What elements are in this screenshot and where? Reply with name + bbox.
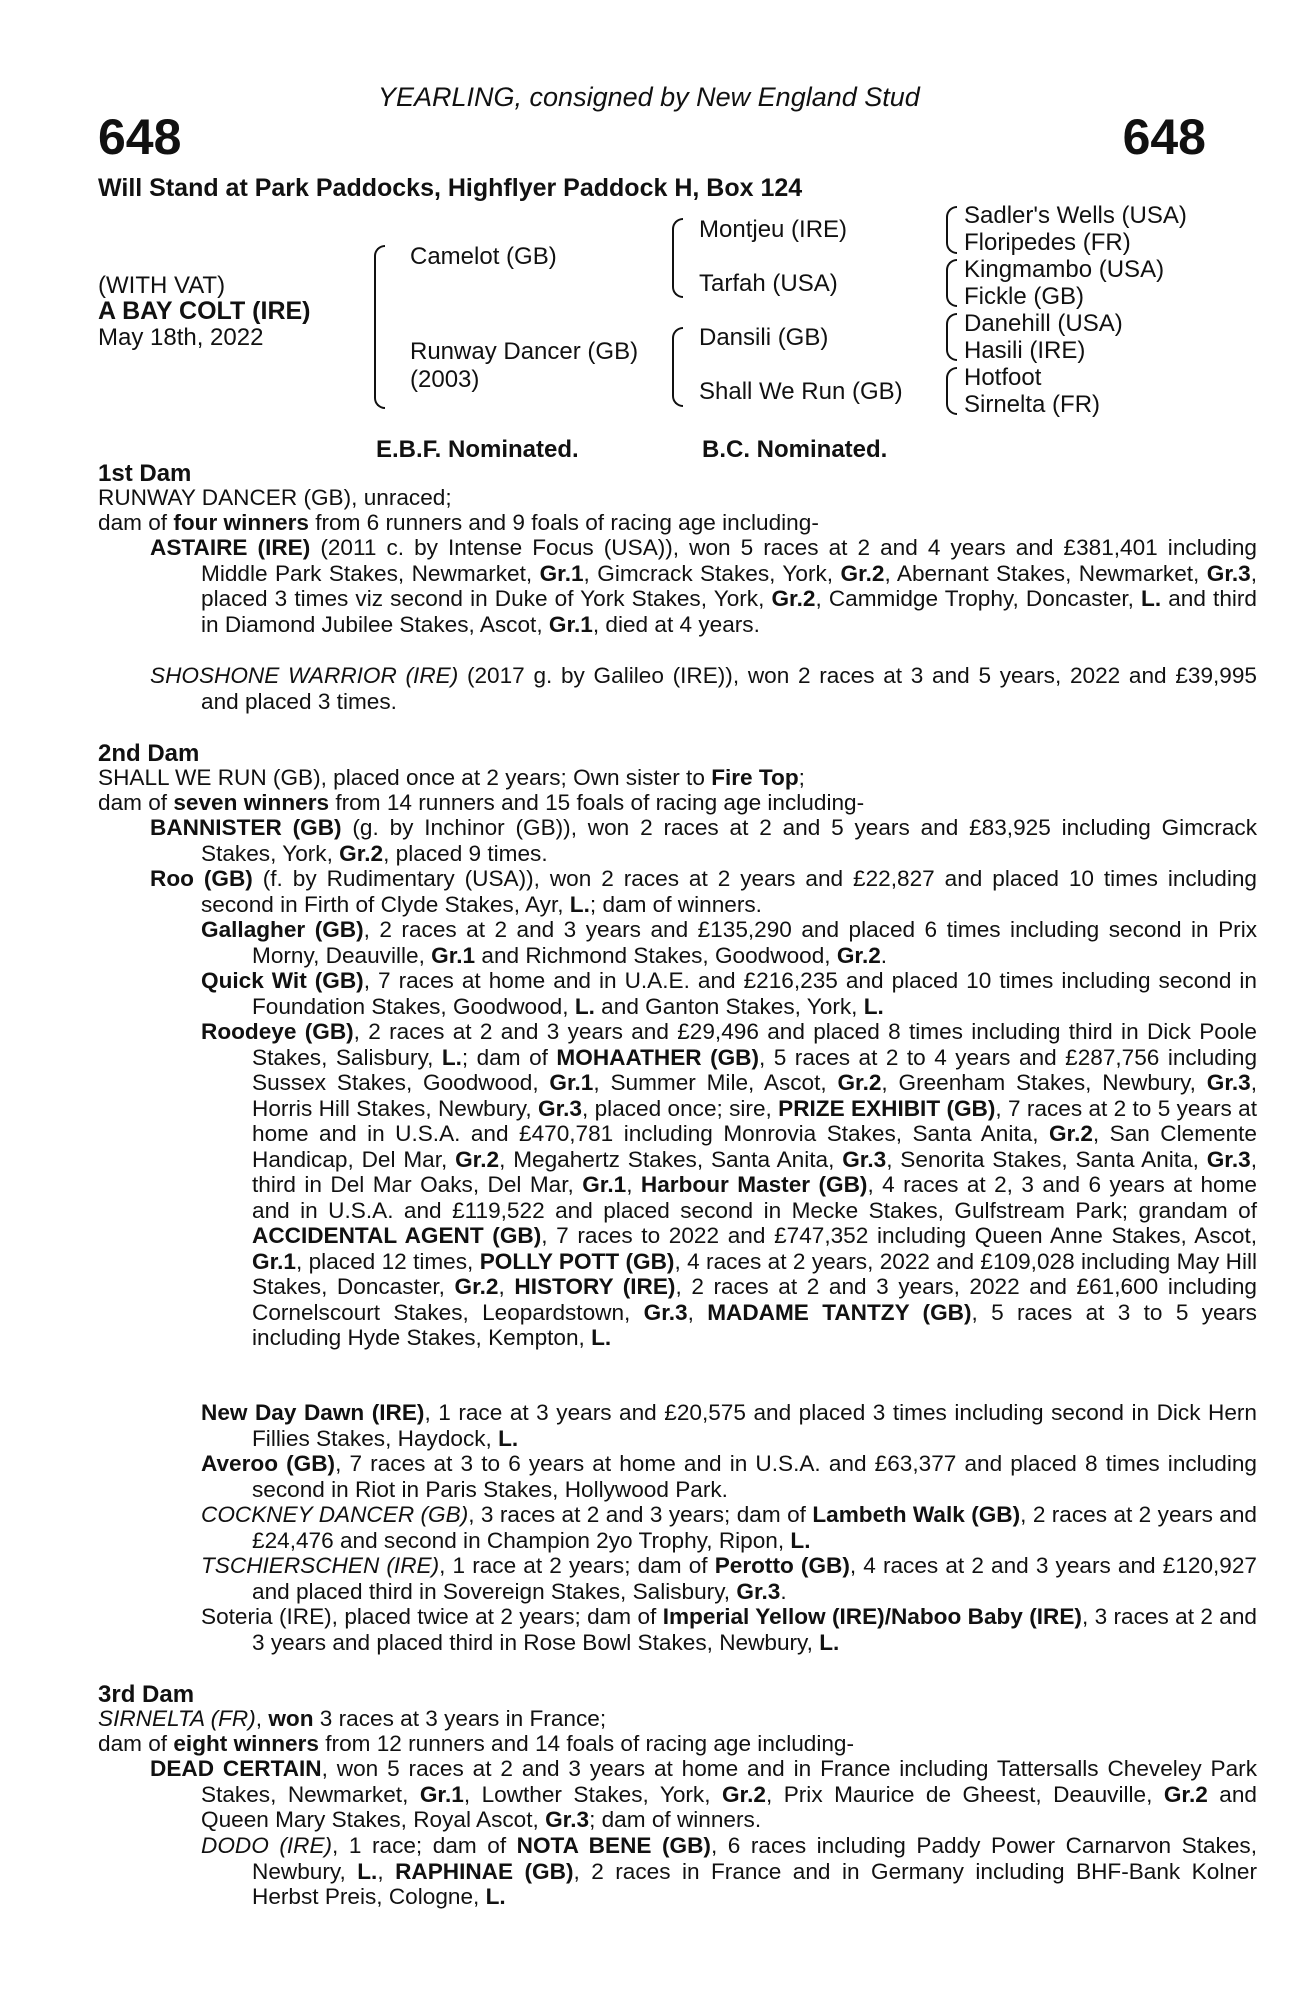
first-dam-line1: RUNWAY DANCER (GB), unraced; — [98, 485, 452, 510]
entry-dead-certain: DEAD CERTAIN, won 5 races at 2 and 3 years at home and in France including Tattersalls Cheveley Park Stakes, Newmarket, Gr.1, Lowther Stakes, York, Gr.2, Prix Maurice de Gheest, Deauville, Gr.2 and Queen Mary Stakes, Royal Ascot, Gr.3; dam of winners. — [150, 1756, 1257, 1832]
stand-location: Will Stand at Park Paddocks, Highflyer Paddock H, Box 124 — [98, 174, 803, 202]
consignment-line: YEARLING, consigned by New England Stud — [378, 82, 920, 112]
entry-roo: Roo (GB) (f. by Rudimentary (USA)), won 2 races at 2 years and £22,827 and placed 10 times including second in Firth of Clyde Stakes, Ayr, L.; dam of winners. — [150, 866, 1258, 917]
first-dam-title: 1st Dam — [98, 460, 192, 487]
pedigree-brace-dam-line — [672, 327, 683, 407]
pedigree-brace-sire-line — [672, 218, 683, 298]
third-dam-produce-line: dam of eight winners from 12 runners and 14 foals of racing age including- — [98, 1731, 855, 1756]
pedigree-ggp-1: Sadler's Wells (USA) — [964, 202, 1187, 229]
entry-roodeye: Roodeye (GB), 2 races at 2 and 3 years and £29,496 and placed 8 times including third in Dick Poole Stakes, Salisbury, L.; dam of MOHAATHER (GB), 5 races at 2 to 4 years and £287,756 including Sussex Stakes, Goodwood, Gr.1, Summer Mile, Ascot, Gr.2, Greenham Stakes, Newbury, Gr.3, Horris Hill Stakes, Newbury, Gr.3, placed once; sire, PRIZE EXHIBIT (GB), 7 races at 2 to 5 years at home and in U.S.A. and £470,781 including Monrovia Stakes, Santa Anita, Gr.2, San Clemente Handicap, Del Mar, Gr.2, Megahertz Stakes, Santa Anita, Gr.3, Senorita Stakes, Santa Anita, Gr.3, third in Del Mar Oaks, Del Mar, Gr.1, Harbour Master (GB), 4 races at 2, 3 and 6 years at home and in U.S.A. and £119,522 and placed second in Mecke Stakes, Gulfstream Park; grandam of ACCIDENTAL AGENT (GB), 7 races to 2022 and £747,352 including Queen Anne Stakes, Ascot, Gr.1, placed 12 times, POLLY POTT (GB), 4 races at 2 years, 2022 and £109,028 including May Hill Stakes, Doncaster, Gr.2, HISTORY (IRE), 2 races at 2 and 3 years, 2022 and £61,600 including Cornelscourt Stakes, Leopardstown, Gr.3, MADAME TANTZY (GB), 5 races at 3 to 5 years including Hyde Stakes, Kempton, L. — [201, 1019, 1258, 1350]
second-dam-produce-line: dam of seven winners from 14 runners and 15 foals of racing age including- — [98, 790, 865, 815]
foaling-date: May 18th, 2022 — [98, 324, 264, 351]
entry-averoo: Averoo (GB), 7 races at 3 to 6 years at home and in U.S.A. and £63,377 and placed 8 times including second in Riot in Paris Stakes, Hollywood Park. — [201, 1451, 1257, 1502]
entry-gallagher: Gallagher (GB), 2 races at 2 and 3 years and £135,290 and placed 6 times including second in Prix Morny, Deauville, Gr.1 and Richmond Stakes, Goodwood, Gr.2. — [201, 917, 1258, 968]
bc-nominated: B.C. Nominated. — [702, 436, 888, 463]
pedigree-brace-g4 — [946, 367, 957, 415]
pedigree-sire-dam: Tarfah (USA) — [699, 270, 838, 297]
vat-note: (WITH VAT) — [98, 272, 226, 299]
second-dam-title: 2nd Dam — [98, 740, 200, 767]
lot-number-right: 648 — [1122, 109, 1206, 165]
lot-number-left: 648 — [98, 109, 182, 165]
pedigree-brace-g3 — [946, 313, 957, 361]
pedigree-ggp-5: Danehill (USA) — [964, 310, 1123, 337]
pedigree-ggp-7: Hotfoot — [964, 364, 1042, 391]
entry-quick-wit: Quick Wit (GB), 7 races at home and in U.A.E. and £216,235 and placed 10 times including second in Foundation Stakes, Goodwood, L. and Ganton Stakes, York, L. — [201, 968, 1257, 1019]
entry-cockney-dancer: COCKNEY DANCER (GB), 3 races at 2 and 3 years; dam of Lambeth Walk (GB), 2 races at 2 years and £24,476 and second in Champion 2yo Trophy, Ripon, L. — [201, 1502, 1257, 1553]
pedigree-dam: Runway Dancer (GB) — [410, 338, 639, 365]
third-dam-line1: SIRNELTA (FR), won 3 races at 3 years in France; — [98, 1706, 607, 1731]
entry-tschierschen: TSCHIERSCHEN (IRE), 1 race at 2 years; dam of Perotto (GB), 4 races at 2 and 3 years and £120,927 and placed third in Sovereign Stakes, Salisbury, Gr.3. — [201, 1553, 1257, 1604]
second-dam-line1: SHALL WE RUN (GB), placed once at 2 years; Own sister to Fire Top; — [98, 765, 805, 790]
entry-dodo: DODO (IRE), 1 race; dam of NOTA BENE (GB), 6 races including Paddy Power Carnarvon Stakes, Newbury, L., RAPHINAE (GB), 2 races in France and in Germany including BHF-Bank Kolner Herbst Preis, Cologne, L. — [201, 1833, 1257, 1909]
pedigree-brace-g2 — [946, 259, 957, 307]
pedigree-ggp-4: Fickle (GB) — [964, 283, 1084, 310]
third-dam-title: 3rd Dam — [98, 1681, 195, 1708]
entry-astaire: ASTAIRE (IRE) (2011 c. by Intense Focus (USA)), won 5 races at 2 and 4 years and £381,401 including Middle Park Stakes, Newmarket, Gr.1, Gimcrack Stakes, York, Gr.2, Abernant Stakes, Newmarket, Gr.3, placed 3 times viz second in Duke of York Stakes, York, Gr.2, Cammidge Trophy, Doncaster, L. and third in Diamond Jubilee Stakes, Ascot, Gr.1, died at 4 years. — [150, 535, 1257, 637]
pedigree-sire-sire: Montjeu (IRE) — [699, 216, 848, 243]
entry-shoshone-warrior: SHOSHONE WARRIOR (IRE) (2017 g. by Galileo (IRE)), won 2 races at 3 and 5 years, 2022 and £39,995 and placed 3 times. — [150, 663, 1257, 714]
pedigree-dam-sire: Dansili (GB) — [699, 324, 829, 351]
pedigree-ggp-8: Sirnelta (FR) — [964, 391, 1101, 418]
pedigree-dam-year: (2003) — [410, 366, 480, 393]
pedigree-brace-sire-dam — [374, 245, 385, 409]
pedigree-ggp-2: Floripedes (FR) — [964, 229, 1131, 256]
entry-bannister: BANNISTER (GB) (g. by Inchinor (GB)), won 2 races at 2 and 5 years and £83,925 including Gimcrack Stakes, York, Gr.2, placed 9 times. — [150, 815, 1257, 866]
pedigree-brace-g1 — [946, 206, 957, 254]
entry-new-day-dawn: New Day Dawn (IRE), 1 race at 3 years and £20,575 and placed 3 times including second in Dick Hern Fillies Stakes, Haydock, L. — [201, 1400, 1257, 1451]
first-dam-produce-line: dam of four winners from 6 runners and 9 foals of racing age including- — [98, 510, 819, 535]
entry-soteria: Soteria (IRE), placed twice at 2 years; dam of Imperial Yellow (IRE)/Naboo Baby (IRE), 3 races at 2 and 3 years and placed third in Rose Bowl Stakes, Newbury, L. — [201, 1604, 1257, 1655]
horse-name: A BAY COLT (IRE) — [98, 297, 311, 325]
pedigree-ggp-3: Kingmambo (USA) — [964, 256, 1165, 283]
ebf-nominated: E.B.F. Nominated. — [376, 436, 579, 463]
pedigree-ggp-6: Hasili (IRE) — [964, 337, 1086, 364]
pedigree-dam-dam: Shall We Run (GB) — [699, 378, 903, 405]
pedigree-sire: Camelot (GB) — [410, 243, 557, 270]
